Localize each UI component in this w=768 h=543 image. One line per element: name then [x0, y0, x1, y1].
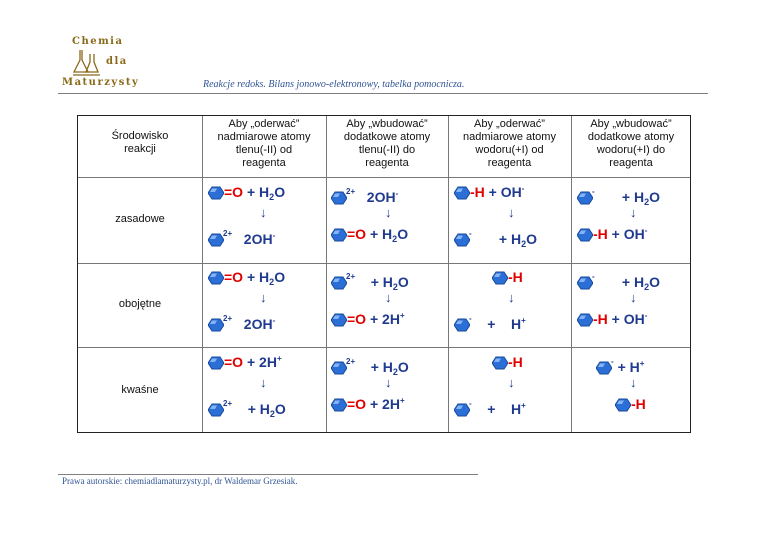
two-hydroxide-ions	[367, 189, 398, 205]
charge-2plus: 2+	[346, 272, 356, 281]
two-h-text: 2H	[382, 311, 400, 327]
h-symbol: H	[382, 274, 393, 290]
plus-sign: +	[487, 401, 496, 417]
charge-plus: +	[399, 396, 405, 405]
molecule-hexagon-icon	[454, 318, 470, 332]
water-formula	[259, 269, 285, 285]
plus-sign: +	[246, 354, 256, 370]
molecule-hexagon-icon	[331, 361, 347, 375]
plus-sign: +	[247, 401, 256, 417]
plus-sign: +	[246, 184, 256, 200]
hydroxide-ion	[624, 311, 648, 327]
header-line: Aby „wbudować”	[346, 118, 428, 130]
down-arrow-icon: ↓	[260, 205, 267, 220]
water-formula	[382, 226, 408, 242]
header-remove-hydrogen	[448, 118, 571, 170]
charge-2plus: 2+	[223, 314, 233, 323]
plus-sign: +	[369, 396, 379, 412]
molecule-hexagon-icon	[615, 398, 631, 412]
molecule-hexagon-icon	[331, 276, 347, 290]
h-symbol: H	[633, 274, 645, 290]
logo	[62, 36, 152, 92]
molecule-hexagon-icon	[208, 233, 224, 247]
molecule-hexagon-icon	[596, 361, 612, 375]
charge-minus: -	[592, 187, 595, 196]
equation-line	[615, 396, 646, 412]
charge-2plus: 2+	[346, 187, 356, 196]
water-formula	[260, 401, 286, 417]
subscript-2: 2	[521, 239, 527, 249]
plus-sign: +	[488, 184, 497, 200]
charge-plus: +	[521, 316, 526, 325]
hydrogen-ion	[511, 401, 526, 417]
equation-line	[331, 396, 405, 412]
bond-hydrogen: -H	[508, 354, 523, 370]
double-bond-oxygen: =O	[347, 226, 367, 242]
molecule-hexagon-icon	[331, 398, 347, 412]
equation-line	[454, 226, 537, 247]
equation-line	[577, 311, 647, 327]
header-add-hydrogen	[571, 118, 691, 170]
equation-line	[454, 311, 526, 332]
o-symbol: O	[274, 269, 286, 285]
reaction-table	[77, 115, 691, 433]
plus-sign: +	[369, 226, 379, 242]
charge-2plus: 2+	[223, 229, 233, 238]
two-oh-text: 2OH	[243, 316, 273, 332]
molecule-hexagon-icon	[331, 313, 347, 327]
hydroxide-ion	[501, 184, 525, 200]
header-line: reakcji	[124, 143, 156, 155]
header-line: dodatkowe atomy	[587, 131, 675, 143]
header-line: nadmiarowe atomy	[463, 131, 556, 143]
down-arrow-icon: ↓	[385, 375, 392, 390]
equation-line	[331, 269, 409, 290]
two-hydroxide-ions	[244, 316, 275, 332]
molecule-hexagon-icon	[331, 191, 347, 205]
equation-line	[331, 226, 408, 242]
water-formula	[383, 359, 409, 375]
down-arrow-icon: ↓	[508, 290, 515, 305]
header-line: reagenta	[609, 157, 653, 169]
molecule-hexagon-icon	[492, 271, 508, 285]
header-line: wodoru(+I) od	[475, 144, 544, 156]
charge-2plus: 2+	[223, 399, 233, 408]
plus-sign: +	[498, 231, 508, 247]
charge-minus: -	[272, 231, 276, 240]
equation-line	[492, 354, 523, 370]
plus-sign: +	[246, 269, 256, 285]
header-line: reagenta	[487, 157, 532, 169]
equation-line	[208, 396, 286, 417]
o-symbol: O	[397, 274, 409, 290]
molecule-hexagon-icon	[577, 313, 593, 327]
molecule-hexagon-icon	[208, 356, 224, 370]
header-remove-oxygen	[202, 118, 326, 170]
h-symbol: H	[382, 226, 393, 242]
charge-plus: +	[276, 354, 282, 363]
equation-line	[208, 311, 275, 332]
plus-sign: +	[370, 274, 379, 290]
env-acidic: kwaśne	[121, 384, 159, 396]
equation-line	[577, 269, 660, 290]
h-symbol: H	[510, 231, 522, 247]
table-row-divider	[78, 263, 690, 264]
header-line: wodoru(+I) do	[596, 144, 666, 156]
bond-hydrogen: -H	[631, 396, 646, 412]
subscript-2: 2	[269, 409, 275, 419]
molecule-hexagon-icon	[454, 403, 470, 417]
h-symbol: H	[382, 359, 393, 375]
charge-minus: -	[611, 357, 614, 366]
charge-minus: -	[521, 184, 525, 193]
h-text: H	[510, 316, 522, 332]
plus-sign: +	[611, 311, 620, 327]
two-hydroxide-ions	[244, 231, 275, 247]
two-oh-text: 2OH	[366, 189, 396, 205]
molecule-hexagon-icon	[331, 228, 347, 242]
o-symbol: O	[274, 401, 286, 417]
double-bond-oxygen: =O	[224, 184, 244, 200]
down-arrow-icon: ↓	[630, 290, 637, 305]
double-bond-oxygen: =O	[224, 354, 244, 370]
table-row-divider	[78, 347, 690, 348]
logo-line-2: dla	[106, 56, 128, 67]
two-hydrogen-ions	[382, 311, 405, 327]
down-arrow-icon: ↓	[385, 205, 392, 220]
header-line: nadmiarowe atomy	[217, 131, 311, 143]
equation-line	[208, 354, 282, 370]
equation-line	[596, 354, 644, 375]
subscript-2: 2	[644, 282, 650, 292]
hydrogen-ion	[511, 316, 526, 332]
equation-line	[331, 311, 405, 327]
table-header-divider	[78, 177, 690, 178]
header-line: Aby „wbudować”	[590, 118, 672, 130]
plus-sign: +	[617, 359, 626, 375]
water-formula	[511, 231, 537, 247]
molecule-hexagon-icon	[208, 403, 224, 417]
h-symbol: H	[259, 401, 270, 417]
page-title: Reakcje redoks. Bilans jonowo-elektronowy, tabelka pomocnicza.	[203, 79, 465, 90]
charge-minus: -	[469, 399, 472, 408]
header-line: Aby „oderwać”	[474, 118, 545, 130]
molecule-hexagon-icon	[577, 276, 593, 290]
header-line: dodatkowe atomy	[343, 131, 431, 143]
molecule-hexagon-icon	[577, 228, 593, 242]
down-arrow-icon: ↓	[385, 290, 392, 305]
molecule-hexagon-icon	[208, 186, 224, 200]
env-neutral: obojętne	[118, 298, 162, 310]
plus-sign: +	[621, 189, 631, 205]
header-environment	[78, 130, 202, 156]
subscript-2: 2	[392, 234, 398, 244]
charge-minus: -	[272, 316, 276, 325]
molecule-hexagon-icon	[454, 233, 470, 247]
charge-2plus: 2+	[346, 357, 356, 366]
down-arrow-icon: ↓	[508, 205, 515, 220]
water-formula	[259, 184, 285, 200]
header-divider	[58, 93, 708, 94]
molecule-hexagon-icon	[492, 356, 508, 370]
h-symbol: H	[633, 189, 645, 205]
equation-line	[454, 396, 526, 417]
header-line: tlenu(-II) do	[358, 144, 416, 156]
equation-line	[331, 184, 398, 205]
equation-line	[208, 269, 285, 285]
equation-line	[208, 226, 275, 247]
equation-line	[208, 184, 285, 200]
footer-divider	[58, 474, 478, 475]
double-bond-oxygen: =O	[347, 396, 367, 412]
h-symbol: H	[259, 269, 270, 285]
oh-text: OH	[500, 184, 522, 200]
charge-minus: -	[469, 314, 472, 323]
bond-hydrogen: -H	[593, 311, 608, 327]
header-line: tlenu(-II) od	[235, 144, 293, 156]
equation-line	[454, 184, 524, 200]
plus-sign: +	[611, 226, 620, 242]
charge-plus: +	[399, 311, 405, 320]
logo-line-1: Chemia	[72, 36, 124, 47]
plus-sign: +	[487, 316, 496, 332]
o-symbol: O	[649, 274, 661, 290]
header-line: Środowisko	[111, 130, 169, 142]
water-formula	[383, 274, 409, 290]
charge-minus: -	[395, 189, 399, 198]
two-hydrogen-ions	[382, 396, 405, 412]
two-h-text: 2H	[382, 396, 400, 412]
charge-minus: -	[592, 272, 595, 281]
down-arrow-icon: ↓	[508, 375, 515, 390]
two-h-text: 2H	[259, 354, 277, 370]
o-symbol: O	[397, 226, 409, 242]
down-arrow-icon: ↓	[260, 290, 267, 305]
env-basic: zasadowe	[115, 213, 165, 225]
subscript-2: 2	[392, 282, 398, 292]
down-arrow-icon: ↓	[260, 375, 267, 390]
equation-line	[492, 269, 523, 285]
double-bond-oxygen: =O	[224, 269, 244, 285]
equation-line	[577, 184, 660, 205]
hydrogen-ion	[630, 359, 645, 375]
charge-minus: -	[644, 311, 648, 320]
o-symbol: O	[274, 184, 286, 200]
o-symbol: O	[397, 359, 409, 375]
charge-plus: +	[521, 401, 526, 410]
molecule-hexagon-icon	[454, 186, 470, 200]
two-hydrogen-ions	[259, 354, 282, 370]
plus-sign: +	[369, 311, 379, 327]
charge-minus: -	[469, 229, 472, 238]
charge-plus: +	[639, 359, 645, 368]
down-arrow-icon: ↓	[630, 205, 637, 220]
subscript-2: 2	[269, 192, 275, 202]
water-formula	[634, 189, 660, 205]
flask-icon	[70, 46, 104, 78]
header-add-oxygen	[326, 118, 448, 170]
molecule-hexagon-icon	[208, 318, 224, 332]
hydroxide-ion	[624, 226, 648, 242]
copyright-footer: Prawa autorskie: chemiadlamaturzysty.pl, dr Waldemar Grzesiak.	[62, 476, 298, 486]
double-bond-oxygen: =O	[347, 311, 367, 327]
bond-hydrogen: -H	[470, 184, 485, 200]
equation-line	[577, 226, 647, 242]
h-text: H	[629, 359, 640, 375]
charge-minus: -	[644, 226, 648, 235]
header-line: reagenta	[365, 157, 409, 169]
down-arrow-icon: ↓	[630, 375, 637, 390]
bond-hydrogen: -H	[508, 269, 523, 285]
two-oh-text: 2OH	[243, 231, 273, 247]
water-formula	[634, 274, 660, 290]
header-line: Aby „oderwać”	[228, 118, 300, 130]
oh-text: OH	[623, 226, 645, 242]
o-symbol: O	[649, 189, 661, 205]
o-symbol: O	[526, 231, 538, 247]
plus-sign: +	[621, 274, 631, 290]
equation-line	[331, 354, 409, 375]
subscript-2: 2	[644, 197, 650, 207]
bond-hydrogen: -H	[593, 226, 608, 242]
oh-text: OH	[623, 311, 645, 327]
h-symbol: H	[259, 184, 270, 200]
subscript-2: 2	[392, 367, 398, 377]
logo-line-3: Maturzysty	[62, 77, 140, 88]
molecule-hexagon-icon	[208, 271, 224, 285]
subscript-2: 2	[269, 277, 275, 287]
header-line: reagenta	[242, 157, 286, 169]
plus-sign: +	[370, 359, 379, 375]
h-text: H	[510, 401, 522, 417]
molecule-hexagon-icon	[577, 191, 593, 205]
